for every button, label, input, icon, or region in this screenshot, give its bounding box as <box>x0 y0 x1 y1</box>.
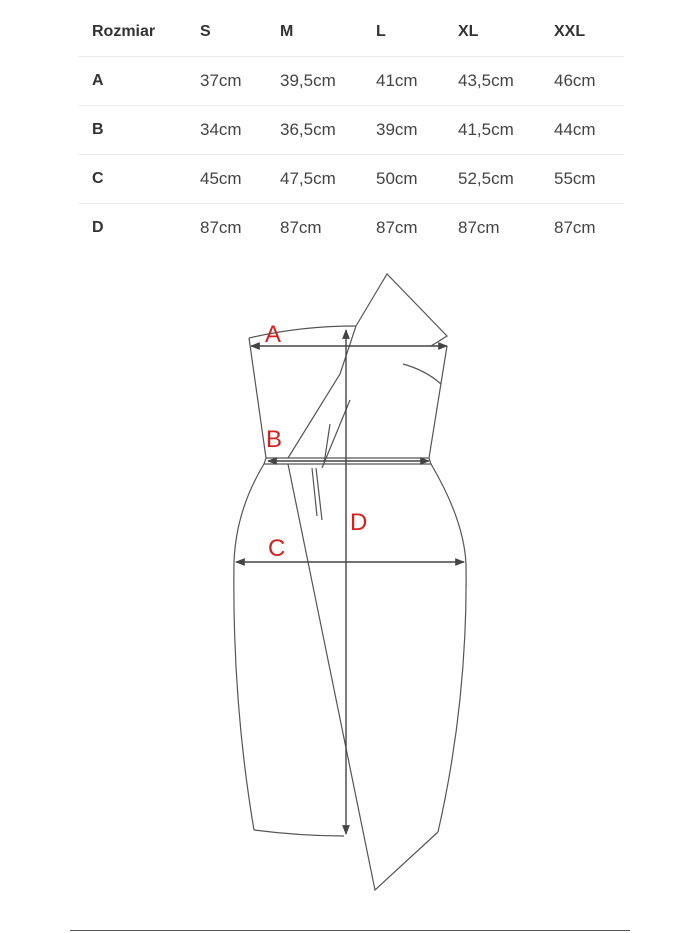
row-label: C <box>78 155 186 204</box>
table-cell: 34cm <box>186 106 266 155</box>
table-cell: 45cm <box>186 155 266 204</box>
table-cell: 43,5cm <box>444 57 540 106</box>
header-size: Rozmiar <box>78 8 186 57</box>
header-xl: XL <box>444 8 540 57</box>
table-cell: 87cm <box>376 218 418 237</box>
table-cell: 46cm <box>540 57 624 106</box>
table-cell: 36,5cm <box>266 106 362 155</box>
table-cell: 47,5cm <box>266 155 362 204</box>
table-cell: 50cm <box>362 155 444 204</box>
label-c: C <box>268 535 286 562</box>
table-cell: 87cm <box>280 218 322 237</box>
table-cell: 87cm <box>554 218 596 237</box>
table-cell: 87cm <box>458 218 500 237</box>
label-d: D <box>350 509 368 536</box>
table-cell: 39cm <box>362 106 444 155</box>
header-m: M <box>266 8 362 57</box>
table-cell: 52,5cm <box>444 155 540 204</box>
label-a: A <box>265 321 282 348</box>
header-xxl: XXL <box>540 8 624 57</box>
skirt-right-side <box>431 464 466 832</box>
table-cell: 87cm <box>200 218 242 237</box>
header-l: L <box>362 8 444 57</box>
hem-line <box>254 830 344 836</box>
table-cell: 37cm <box>186 57 266 106</box>
row-label: D <box>92 219 104 236</box>
table-cell: 55cm <box>540 155 624 204</box>
skirt-left-side <box>234 464 264 830</box>
measurement-lines <box>236 330 464 834</box>
label-b: B <box>266 426 283 453</box>
header-s: S <box>186 8 266 57</box>
footer-divider <box>70 930 630 931</box>
bodice-left-side <box>249 338 266 458</box>
dress-outline <box>234 274 466 890</box>
table-cell: 44cm <box>540 106 624 155</box>
table-cell: 39,5cm <box>266 57 362 106</box>
bodice-right-side <box>429 346 447 458</box>
strap-flap <box>356 274 447 346</box>
row-label: A <box>78 57 186 106</box>
row-label: B <box>78 106 186 155</box>
table-cell: 41cm <box>362 57 444 106</box>
table-cell: 41,5cm <box>444 106 540 155</box>
bodice-fold <box>403 364 441 384</box>
